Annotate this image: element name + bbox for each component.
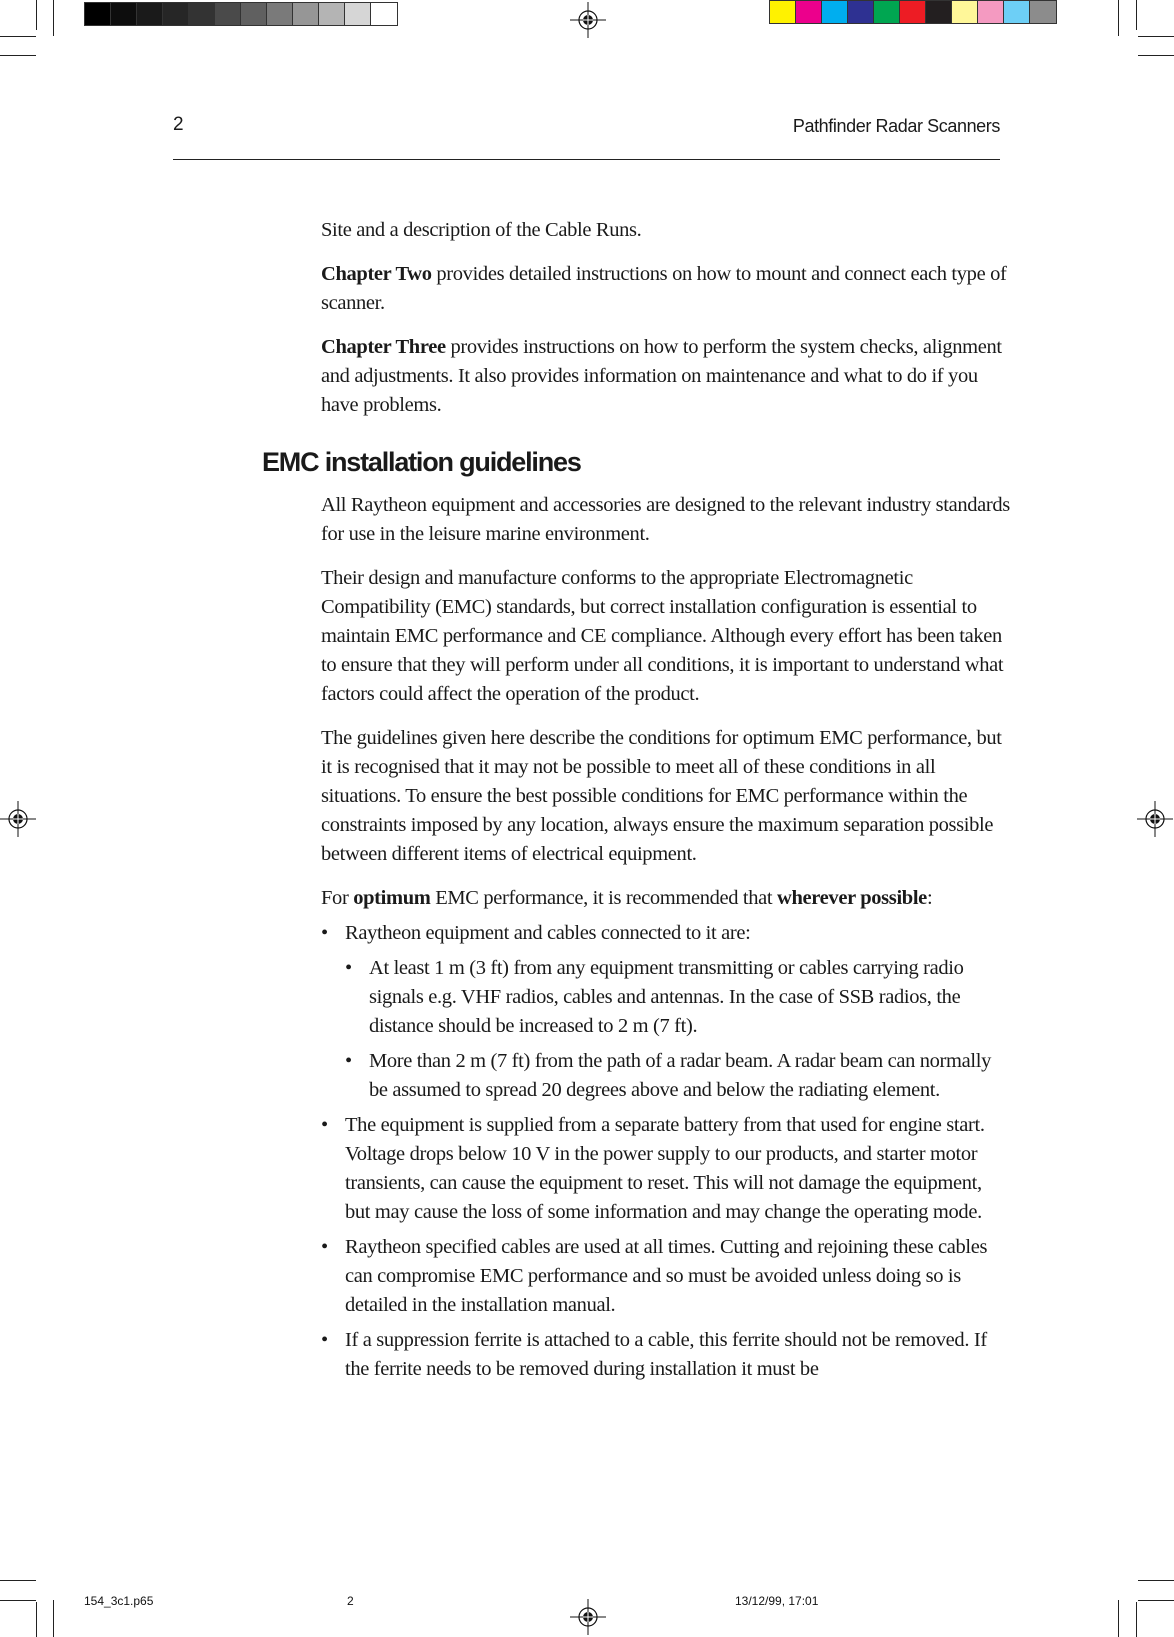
bullet-item-1-1-text: At least 1 m (3 ft) from any equipment transmitting or cables carrying radio signals e.g. VHF radios, cables and antennas. In the case of SSB radios, the distance should be increased to 2 m (7 ft). — [369, 957, 964, 1037]
registration-mark-right-icon — [1137, 801, 1173, 837]
color-swatch-2 — [796, 1, 822, 23]
gray-swatch-6 — [215, 3, 241, 25]
section-heading: EMC installation guidelines — [262, 447, 581, 477]
crop-mark-bottom-left-h — [0, 1580, 36, 1581]
bullet-icon: • — [321, 1236, 328, 1258]
running-title: Pathfinder Radar Scanners — [792, 116, 1000, 136]
chapter-two-text: provides detailed instructions on how to mount and connect each type of scanner. — [321, 263, 1007, 314]
crop-mark-top-left-v2 — [53, 0, 54, 36]
emc-section-body — [321, 491, 1011, 1390]
chapter-three-text: provides instructions on how to perform the system checks, alignment and adjustments. It also provides information on maintenance and what to do if you have problems. — [321, 336, 1002, 416]
color-swatch-6 — [900, 1, 926, 23]
crop-mark-bottom-right-h — [1138, 1580, 1174, 1581]
intro-text — [321, 216, 1011, 435]
crop-mark-top-right-v2 — [1136, 0, 1137, 30]
color-swatch-bar — [769, 0, 1057, 24]
color-swatch-3 — [822, 1, 848, 23]
crop-mark-bottom-left-v — [36, 1602, 37, 1637]
color-swatch-9 — [978, 1, 1004, 23]
bullet-item-1-1 — [345, 954, 1011, 1041]
bullet-icon: • — [321, 1329, 328, 1351]
bullet-item-2-text: The equipment is supplied from a separate battery from that used for engine start. Voltage drops below 10 V in the power supply to our products, and starter motor transients, can cause the equipment to reset. This will not damage the equipment, but may cause the loss of some information and may change the operating mode. — [345, 1114, 985, 1223]
bullet-item-1 — [321, 919, 1011, 948]
registration-mark-left-icon — [0, 801, 36, 837]
bullet-icon: • — [345, 957, 352, 979]
crop-mark-top-left-v — [36, 0, 37, 30]
gray-swatch-1 — [85, 3, 111, 25]
color-swatch-4 — [848, 1, 874, 23]
registration-mark-top-icon — [570, 2, 606, 38]
bullet-item-1-2-text: More than 2 m (7 ft) from the path of a radar beam. A radar beam can normally be assumed to spread 20 degrees above and below the radiating element. — [369, 1050, 991, 1101]
emc-paragraph-4 — [321, 884, 1011, 913]
emc-paragraph-2: Their design and manufacture conforms to the appropriate Electromagnetic Compatibility (EMC) standards, but correct installation configuration is essential to maintain EMC performance and CE compliance. Although every effort has been taken to ensure that they will perform under all conditions, it is important to understand what factors could affect the operation of the product. — [321, 567, 1004, 705]
crop-mark-bottom-right-v2 — [1136, 1602, 1137, 1637]
color-swatch-5 — [874, 1, 900, 23]
bullet-icon: • — [321, 1114, 328, 1136]
p4-part-e: : — [926, 887, 933, 909]
slug-date: 13/12/99, 17:01 — [735, 1594, 819, 1608]
color-swatch-1 — [770, 1, 796, 23]
crop-mark-top-left-h2 — [0, 55, 36, 56]
gray-swatch-5 — [189, 3, 215, 25]
gray-swatch-11 — [345, 3, 371, 25]
bullet-item-4 — [321, 1326, 1011, 1384]
crop-mark-bottom-right-v — [1118, 1600, 1119, 1637]
emc-paragraph-3: The guidelines given here describe the conditions for optimum EMC performance, but it is recognised that it may not be possible to meet all of these conditions in all situations. To ensure the best possible conditions for EMC performance within the constraints imposed by any location, always ensure the maximum separation possible between different items of electrical equipment. — [321, 727, 1002, 865]
gray-swatch-8 — [267, 3, 293, 25]
chapter-three-label: Chapter Three — [321, 336, 446, 358]
bullet-item-3-text: Raytheon specified cables are used at all times. Cutting and rejoining these cables can compromise EMC performance and so must be avoided unless doing so is detailed in the installation manual. — [345, 1236, 988, 1316]
intro-paragraph-3 — [321, 333, 1011, 420]
color-swatch-10 — [1004, 1, 1030, 23]
gray-swatch-2 — [111, 3, 137, 25]
intro-paragraph-2 — [321, 260, 1011, 318]
p4-optimum: optimum — [353, 887, 431, 909]
gray-swatch-4 — [163, 3, 189, 25]
bullet-item-1-2 — [345, 1047, 1011, 1105]
registration-mark-bottom-icon — [570, 1599, 606, 1635]
bullet-icon: • — [345, 1050, 352, 1072]
gray-swatch-7 — [241, 3, 267, 25]
crop-mark-top-left-h — [0, 36, 36, 37]
emc-paragraph-1: All Raytheon equipment and accessories are designed to the relevant industry standards for use in the leisure marine environment. — [321, 494, 1010, 545]
p4-part-c: EMC performance, it is recommended that — [430, 887, 778, 909]
gray-swatch-9 — [293, 3, 319, 25]
bullet-item-2 — [321, 1111, 1011, 1227]
grayscale-swatch-bar — [84, 2, 398, 26]
crop-mark-bottom-left-v2 — [53, 1600, 54, 1637]
crop-mark-bottom-left-h2 — [0, 1600, 36, 1601]
gray-swatch-10 — [319, 3, 345, 25]
gray-swatch-3 — [137, 3, 163, 25]
bullet-item-1-text: Raytheon equipment and cables connected to it are: — [345, 922, 751, 944]
crop-mark-top-right-h — [1138, 36, 1174, 37]
p4-part-a: For — [321, 887, 354, 909]
slug-page-number: 2 — [347, 1594, 354, 1608]
color-swatch-8 — [952, 1, 978, 23]
slug-file-name: 154_3c1.p65 — [84, 1594, 154, 1608]
page-number: 2 — [173, 114, 184, 135]
crop-mark-bottom-right-h2 — [1138, 1600, 1174, 1601]
bullet-item-4-text: If a suppression ferrite is attached to a cable, this ferrite should not be removed. If the ferrite needs to be removed during installation it must be — [345, 1329, 987, 1380]
intro-paragraph-1: Site and a description of the Cable Runs. — [321, 219, 642, 241]
color-swatch-11 — [1030, 1, 1056, 23]
crop-mark-top-right-h2 — [1138, 55, 1174, 56]
bullet-icon: • — [321, 922, 328, 944]
crop-mark-top-right-v — [1118, 0, 1119, 36]
chapter-two-label: Chapter Two — [321, 263, 432, 285]
color-swatch-7 — [926, 1, 952, 23]
header-rule — [173, 159, 1000, 160]
bullet-item-3 — [321, 1233, 1011, 1320]
p4-wherever-possible: wherever possible — [777, 887, 927, 909]
gray-swatch-12 — [371, 3, 397, 25]
